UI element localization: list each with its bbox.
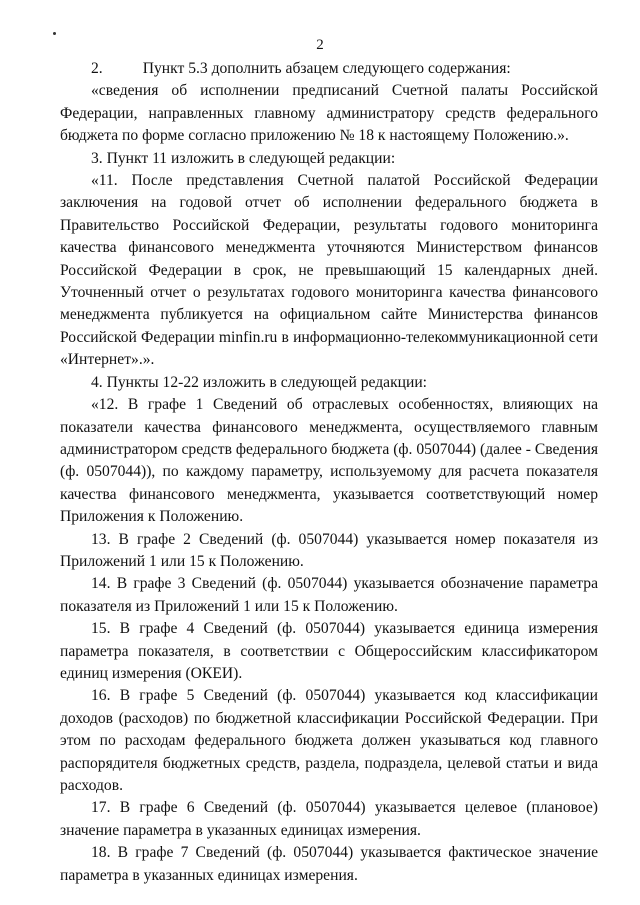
paragraph: 13. В графе 2 Сведений (ф. 0507044) указывается номер показателя из Приложений 1 или 15 к Положению. <box>60 530 598 570</box>
paragraph: «12. В графе 1 Сведений об отраслевых особенностях, влияющих на показатели качества финансового менеджмента, осуществляемого главным администратором средств федерального бюджета (ф. 0507044) (далее - Сведения (ф. 0507044)), по каждому параметру, используемому для расчета показателя качества финансового менеджмента, указывается соответствующий номер Приложения к Положению. <box>60 396 598 526</box>
document-body <box>60 58 598 887</box>
paragraph: 15. В графе 4 Сведений (ф. 0507044) указывается единица измерения параметра показателя, в соответствии с Общероссийским классификатором единиц измерения (ОКЕИ). <box>60 620 598 682</box>
scan-speck <box>53 32 56 35</box>
paragraph-item-2 <box>60 58 598 80</box>
paragraph: 14. В графе 3 Сведений (ф. 0507044) указывается обозначение параметра показателя из Приложений 1 или 15 к Положению. <box>60 575 598 615</box>
paragraph: 18. В графе 7 Сведений (ф. 0507044) указывается фактическое значение параметра в указанных единицах измерения. <box>60 844 598 884</box>
paragraph: 16. В графе 5 Сведений (ф. 0507044) указывается код классификации доходов (расходов) по бюджетной классификации Российской Федерации. При этом по расходам федерального бюджета должен указываться код главного распорядителя бюджетных средств, раздела, подраздела, целевой статьи и вида расходов. <box>60 687 598 794</box>
page-number: 2 <box>316 37 324 53</box>
item-text: Пункт 5.3 дополнить абзацем следующего содержания: <box>142 60 511 77</box>
paragraph: 17. В графе 6 Сведений (ф. 0507044) указывается целевое (плановое) значение параметра в указанных единицах измерения. <box>60 799 598 839</box>
paragraph: «11. После представления Счетной палатой Российской Федерации заключения на годовой отчет об исполнении федерального бюджета в Правительство Российской Федерации, результаты годового мониторинга качества финансового менеджмента уточняются Министерством финансов Российской Федерации в срок, не превышающий 15 календарных дней. Уточненный отчет о результатах годового мониторинга качества финансового менеджмента публикуется на официальном сайте Министерства финансов Российской Федерации minfin.ru в информационно-телекоммуникационной сети «Интернет».». <box>60 172 598 369</box>
item-number: 2. <box>91 60 103 77</box>
paragraph: «сведения об исполнении предписаний Счетной палаты Российской Федерации, направленных главному администратору средств федерального бюджета по форме согласно приложению № 18 к настоящему Положению.». <box>60 82 598 145</box>
paragraph: 3. Пункт 11 изложить в следующей редакции: <box>91 149 396 167</box>
paragraph: 4. Пункты 12-22 изложить в следующей редакции: <box>91 373 428 391</box>
